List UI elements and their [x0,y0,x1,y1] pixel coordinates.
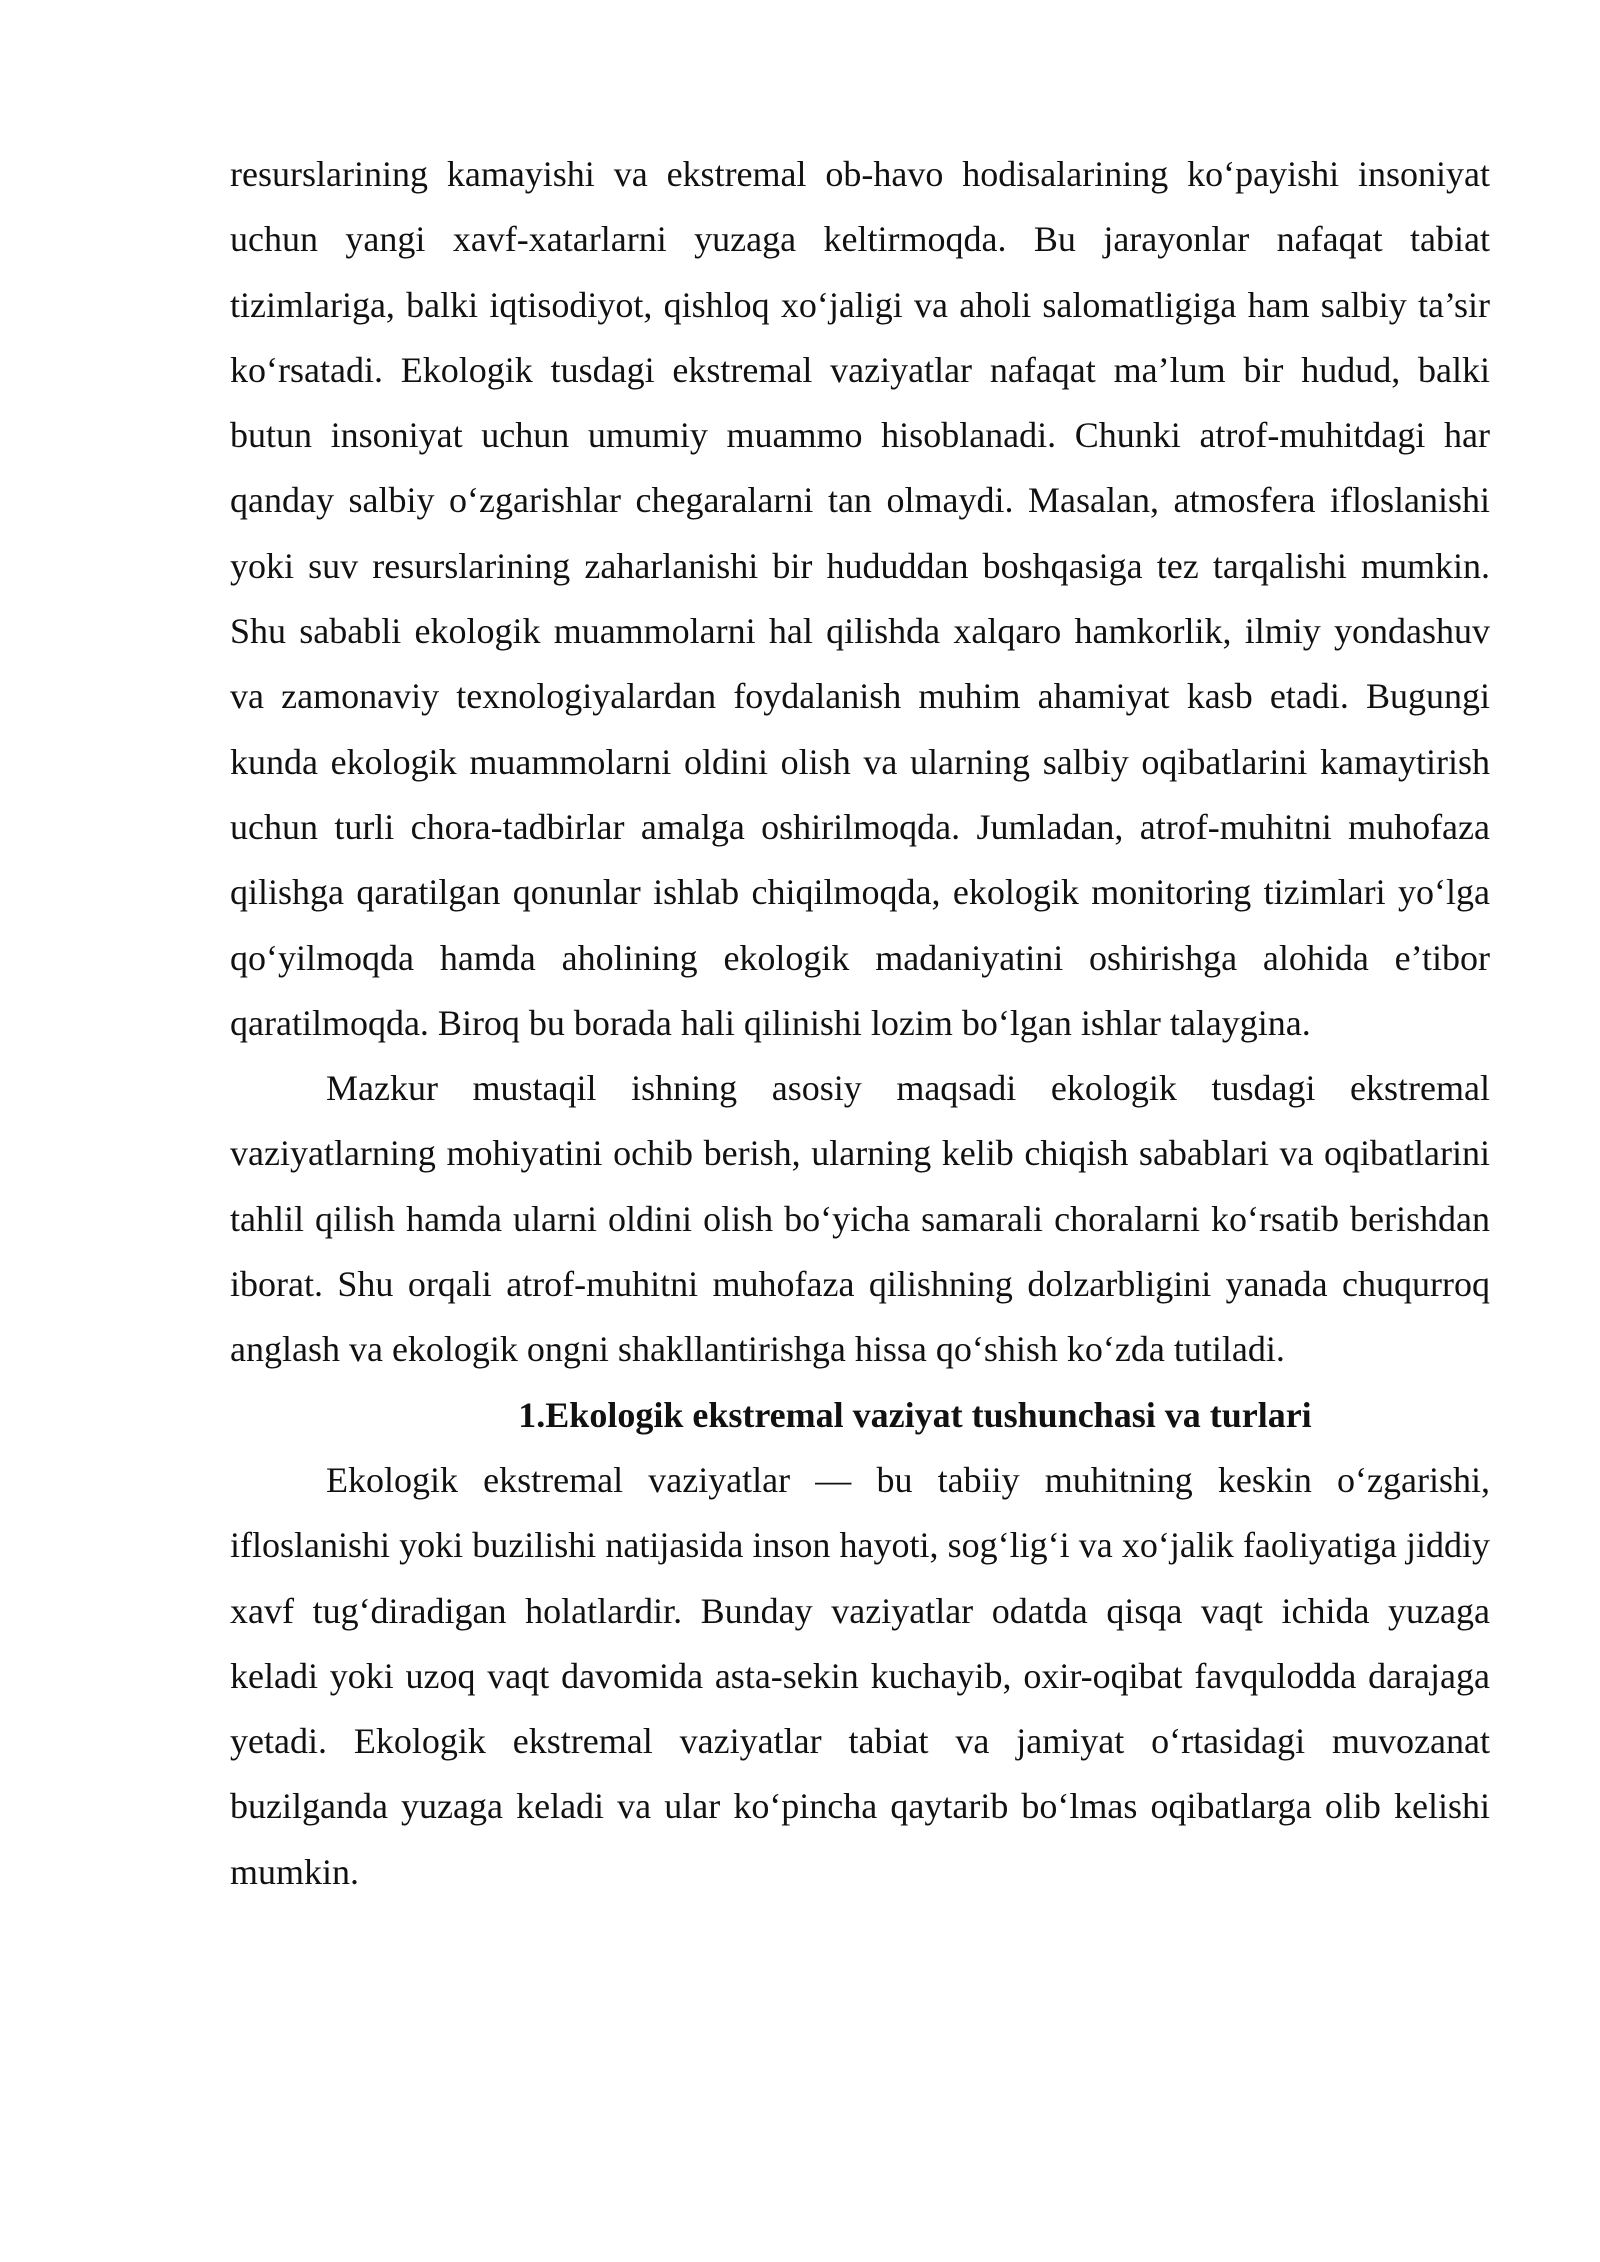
section-heading: 1.Ekologik ekstremal vaziyat tushunchasi va turlari [518,1394,1312,1435]
paragraph-definition: Ekologik ekstremal vaziyatlar — bu tabiiy muhitning keskin o‘zgarishi, ifloslanishi yoki buzilishi natijasida inson hayoti, sog‘lig‘i va xo‘jalik faoliyatiga jiddiy xavf tug‘diradigan holatlardir. Bunday vaziyatlar odatda qisqa vaqt ichida yuzaga keladi yoki uzoq vaqt davomida asta-sekin kuchayib, oxir-oqibat favqulodda darajaga yetadi. Ekologik ekstremal vaziyatlar tabiat va jamiyat o‘rtasidagi muvozanat buzilganda yuzaga keladi va ular ko‘pincha qaytarib bo‘lmas oqibatlarga olib kelishi mumkin. [230,1459,1490,1892]
paragraph-intro-continuation: resurslarining kamayishi va ekstremal ob-havo hodisalarining ko‘payishi insoniyat uchun yangi xavf-xatarlarni yuzaga keltirmoqda. Bu jarayonlar nafaqat tabiat tizimlariga, balki iqtisodiyot, qishloq xo‘jaligi va aholi salomatligiga ham salbiy ta’sir ko‘rsatadi. Ekologik tusdagi ekstremal vaziyatlar nafaqat ma’lum bir hudud, balki butun insoniyat uchun umumiy muammo hisoblanadi. Chunki atrof-muhitdagi har qanday salbiy o‘zgarishlar chegaralarni tan olmaydi. Masalan, atmosfera ifloslanishi yoki suv resurslarining zaharlanishi bir hududdan boshqasiga tez tarqalishi mumkin. Shu sababli ekologik muammolarni hal qilishda xalqaro hamkorlik, ilmiy yondashuv va zamonaviy texnologiyalardan foydalanish muhim ahamiyat kasb etadi. Bugungi kunda ekologik muammolarni oldini olish va ularning salbiy oqibatlarini kamaytirish uchun turli chora-tadbirlar amalga oshirilmoqda. Jumladan, atrof-muhitni muhofaza qilishga qaratilgan qonunlar ishlab chiqilmoqda, ekologik monitoring tizimlari yo‘lga qo‘yilmoqda hamda aholining ekologik madaniyatini oshirishga alohida e’tibor qaratilmoqda. Biroq bu borada hali qilinishi lozim bo‘lgan ishlar talaygina. [230,154,1490,1043]
paragraph-purpose: Mazkur mustaqil ishning asosiy maqsadi ekologik tusdagi ekstremal vaziyatlarning mohiyatini ochib berish, ularning kelib chiqish sabablari va oqibatlarini tahlil qilish hamda ularni oldini olish bo‘yicha samarali choralarni ko‘rsatib berishdan iborat. Shu orqali atrof-muhitni muhofaza qilishning dolzarbligini yanada chuqurroq anglash va ekologik ongni shakllantirishga hissa qo‘shish ko‘zda tutiladi. [230,1068,1490,1370]
document-body [230,142,1490,1905]
